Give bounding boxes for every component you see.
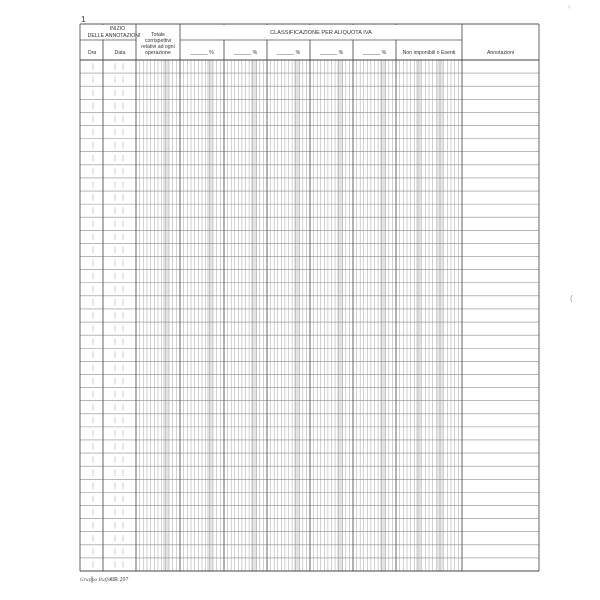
- shaded-digit-band: [416, 60, 421, 571]
- totale-line3: relativi ad ogni: [141, 44, 175, 50]
- totale-line1: Totale: [151, 32, 165, 38]
- column-ora: Ora: [87, 50, 97, 56]
- column-data: Data: [114, 50, 126, 56]
- start-title-line1: INIZIO: [109, 26, 126, 32]
- shaded-digit-band: [207, 60, 213, 571]
- start-title-line2: DELLE ANNOTAZIONI: [87, 33, 141, 39]
- classificazione-heading: CLASSIFICAZIONE PER ALIQUOTA IVA: [270, 30, 372, 36]
- aliquota-1-label: ______ %: [190, 50, 214, 56]
- corner-mark: ‹: [568, 2, 571, 11]
- aliquota-2-label: ______ %: [233, 50, 258, 56]
- footer-brand: Gruppo Buffetti: [80, 578, 116, 583]
- annotazioni-label: Annotazioni: [486, 50, 515, 56]
- totale-line2: corrispettivi: [144, 38, 172, 44]
- shaded-digit-band: [163, 60, 169, 571]
- page-number: 1: [81, 15, 86, 24]
- aliquota-3-label: ______ %: [276, 50, 301, 56]
- aliquota-5-label: ______ %: [362, 50, 387, 56]
- totale-line4: operazione: [145, 50, 171, 56]
- non-imponibili-label: Non imponibili o Esenti: [402, 50, 456, 56]
- aliquota-4-label: ______ %: [319, 50, 344, 56]
- footer-code: CR 207: [110, 577, 129, 583]
- side-mark: (: [570, 294, 573, 303]
